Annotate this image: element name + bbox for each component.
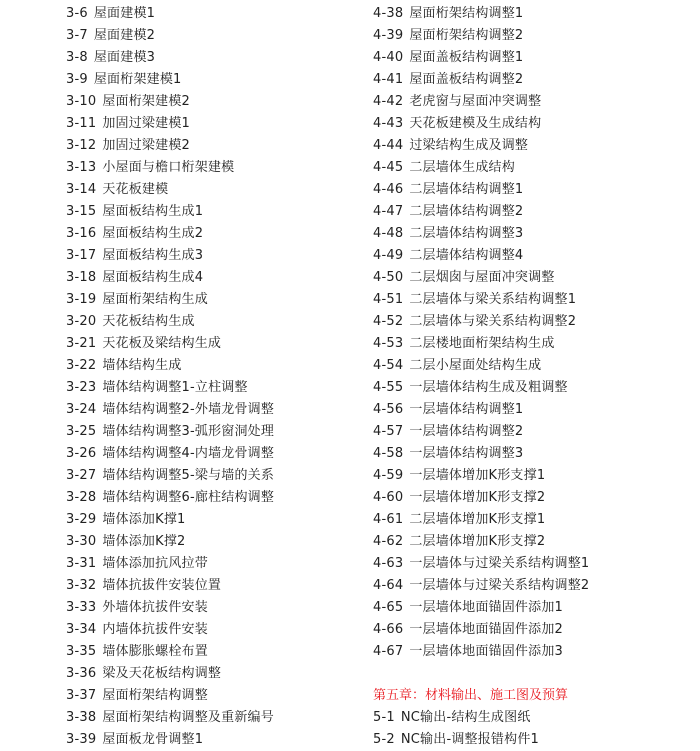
toc-entry [66,575,274,597]
entry-title: 二层墙体与梁关系结构调整2 [409,314,577,329]
toc-entry [66,135,274,157]
entry-title: 一层墙体结构生成及粗调整 [409,380,568,395]
entry-title: 屋面桁架建模2 [102,94,190,109]
entry-number: 3-8 [66,50,88,65]
entry-number: 4-61 [373,512,404,527]
entry-title: 墙体膨胀螺栓布置 [102,644,208,659]
toc-entry [66,641,274,663]
entry-title: 墙体结构调整1-立柱调整 [102,380,248,395]
entry-number: 4-43 [373,116,404,131]
entry-number: 4-52 [373,314,404,329]
toc-entry [66,663,274,685]
entry-number: 4-42 [373,94,404,109]
entry-title: 梁及天花板结构调整 [102,666,222,681]
toc-entry [373,113,589,135]
entry-title: 过梁结构生成及调整 [409,138,529,153]
entry-title: 小屋面与檐口桁架建模 [102,160,235,175]
toc-entry [373,135,589,157]
entry-number: 3-7 [66,28,88,43]
entry-title: 二层墙体结构调整4 [409,248,524,263]
toc-entry [373,333,589,355]
entry-title: 墙体结构调整5-梁与墙的关系 [102,468,275,483]
entry-number: 3-24 [66,402,97,417]
toc-entry [373,311,589,333]
entry-number: 3-13 [66,160,97,175]
entry-title: 屋面建模2 [93,28,156,43]
toc-entry [373,69,589,91]
entry-number: 4-57 [373,424,404,439]
toc-entry [66,421,274,443]
entry-title: 屋面桁架结构调整1 [409,6,524,21]
entry-title: 屋面桁架建模1 [93,72,182,87]
entry-title: NC输出-结构生成图纸 [400,710,531,725]
entry-number: 3-37 [66,688,97,703]
toc-entry [66,113,274,135]
entry-number: 4-56 [373,402,404,417]
toc-entry [66,355,274,377]
toc-entry [66,245,274,267]
entry-number: 5-1 [373,710,395,725]
toc-entry [66,707,274,729]
toc-entry [66,531,274,553]
entry-title: 一层墙体结构调整1 [409,402,524,417]
entry-title: 二层墙体结构调整3 [409,226,524,241]
entry-number: 3-11 [66,116,97,131]
entry-number: 5-2 [373,732,395,747]
toc-entry [373,377,589,399]
entry-number: 3-27 [66,468,97,483]
entry-title: 屋面板结构生成4 [102,270,204,285]
toc-entry [66,619,274,641]
toc-entry [373,157,589,179]
entry-title: 二层墙体结构调整1 [409,182,524,197]
entry-title: 天花板结构生成 [102,314,195,329]
entry-number: 4-63 [373,556,404,571]
entry-title: 屋面建模1 [93,6,156,21]
entry-number: 3-10 [66,94,97,109]
entry-number: 3-32 [66,578,97,593]
entry-number: 3-35 [66,644,97,659]
entry-title: 屋面板结构生成2 [102,226,204,241]
toc-entry [66,729,274,751]
toc-entry [373,201,589,223]
entry-number: 4-46 [373,182,404,197]
entry-number: 3-30 [66,534,97,549]
toc-entry [373,399,589,421]
entry-title: 屋面盖板结构调整1 [409,50,524,65]
entry-number: 3-22 [66,358,97,373]
entry-number: 3-9 [66,72,88,87]
entry-number: 3-15 [66,204,97,219]
toc-entry [66,311,274,333]
toc-entry [373,355,589,377]
toc-entry [66,509,274,531]
entry-title: 屋面桁架结构调整及重新编号 [102,710,274,725]
toc-entry [373,25,589,47]
entry-title: 屋面盖板结构调整2 [409,72,524,87]
entry-number: 4-47 [373,204,404,219]
entry-number: 4-55 [373,380,404,395]
entry-number: 4-51 [373,292,404,307]
entry-title: 二层墙体增加K形支撑2 [409,534,546,549]
toc-entry [373,553,589,575]
entry-title: 二层墙体结构调整2 [409,204,524,219]
entry-number: 3-29 [66,512,97,527]
toc-entry [66,3,274,25]
toc-entry [373,245,589,267]
entry-title: 屋面板龙骨调整1 [102,732,204,747]
entry-title: 天花板建模及生成结构 [409,116,542,131]
toc-entry [373,619,589,641]
entry-title: NC输出-调整报错构件1 [400,732,540,747]
entry-number: 3-34 [66,622,97,637]
entry-title: 二层墙体生成结构 [409,160,515,175]
toc-entry [373,707,589,729]
entry-number: 3-20 [66,314,97,329]
entry-title: 一层墙体地面锚固件添加2 [409,622,563,637]
entry-number: 4-49 [373,248,404,263]
entry-title: 二层小屋面处结构生成 [409,358,542,373]
toc-entry [373,641,589,663]
entry-number: 4-48 [373,226,404,241]
toc-entry [373,179,589,201]
entry-number: 4-50 [373,270,404,285]
entry-number: 3-16 [66,226,97,241]
entry-title: 一层墙体结构调整2 [409,424,524,439]
entry-number: 4-59 [373,468,404,483]
entry-title: 屋面桁架结构调整 [102,688,208,703]
entry-number: 4-67 [373,644,404,659]
entry-number: 4-60 [373,490,404,505]
entry-title: 一层墙体与过梁关系结构调整1 [409,556,590,571]
toc-entry [373,465,589,487]
entry-number: 4-45 [373,160,404,175]
entry-number: 4-39 [373,28,404,43]
toc-entry [373,289,589,311]
entry-title: 一层墙体与过梁关系结构调整2 [409,578,590,593]
toc-entry [66,443,274,465]
toc-entry [373,487,589,509]
entry-title: 一层墙体地面锚固件添加3 [409,644,563,659]
entry-title: 墙体结构调整6-廊柱结构调整 [102,490,275,505]
entry-number: 3-21 [66,336,97,351]
toc-entry [66,201,274,223]
toc-entry [66,179,274,201]
entry-title: 屋面桁架结构生成 [102,292,208,307]
entry-number: 3-12 [66,138,97,153]
toc-entry [66,377,274,399]
entry-title: 墙体结构调整2-外墙龙骨调整 [102,402,275,417]
entry-title: 墙体结构生成 [102,358,182,373]
entry-number: 4-58 [373,446,404,461]
toc-entry [373,509,589,531]
entry-number: 3-19 [66,292,97,307]
entry-title: 内墙体抗拔件安装 [102,622,208,637]
toc-entry [373,91,589,113]
entry-title: 墙体结构调整3-弧形窗洞处理 [102,424,275,439]
entry-title: 二层楼地面桁架结构生成 [409,336,555,351]
entry-number: 3-14 [66,182,97,197]
entry-title: 屋面桁架结构调整2 [409,28,524,43]
toc-entry [66,25,274,47]
entry-number: 4-53 [373,336,404,351]
entry-title: 墙体添加K撑2 [102,534,186,549]
entry-number: 3-39 [66,732,97,747]
entry-title: 一层墙体地面锚固件添加1 [409,600,563,615]
entry-title: 墙体抗拔件安装位置 [102,578,222,593]
entry-number: 3-23 [66,380,97,395]
entry-title: 二层墙体与梁关系结构调整1 [409,292,577,307]
entry-number: 3-26 [66,446,97,461]
entry-number: 3-17 [66,248,97,263]
entry-title: 屋面板结构生成3 [102,248,204,263]
entry-title: 加固过梁建模1 [102,116,190,131]
toc-entry [373,223,589,245]
entry-title: 屋面板结构生成1 [102,204,204,219]
entry-title: 外墙体抗拔件安装 [102,600,208,615]
entry-number: 3-36 [66,666,97,681]
entry-title: 一层墙体增加K形支撑2 [409,490,546,505]
entry-number: 4-62 [373,534,404,549]
toc-entry [373,531,589,553]
toc-entry [373,597,589,619]
entry-title: 加固过梁建模2 [102,138,190,153]
toc-entry [66,399,274,421]
entry-number: 3-38 [66,710,97,725]
toc-entry [373,575,589,597]
toc-entry [373,729,589,751]
entry-number: 3-25 [66,424,97,439]
toc-entry [66,465,274,487]
toc-entry [373,47,589,69]
toc-entry [66,553,274,575]
entry-number: 4-38 [373,6,404,21]
toc-entry [66,597,274,619]
entry-number: 3-6 [66,6,88,21]
toc-entry [373,267,589,289]
toc-entry [66,289,274,311]
entry-title: 屋面建模3 [93,50,156,65]
entry-number: 4-54 [373,358,404,373]
entry-title: 一层墙体结构调整3 [409,446,524,461]
toc-entry [66,69,274,91]
entry-number: 4-40 [373,50,404,65]
entry-number: 4-66 [373,622,404,637]
entry-number: 4-41 [373,72,404,87]
toc-entry [66,685,274,707]
entry-number: 3-33 [66,600,97,615]
entry-title: 老虎窗与屋面冲突调整 [409,94,542,109]
toc-column-left [66,3,274,751]
toc-entry [66,267,274,289]
entry-title: 二层墙体增加K形支撑1 [409,512,546,527]
toc-entry [66,47,274,69]
entry-title: 墙体添加抗风拉带 [102,556,208,571]
toc-entry [373,443,589,465]
toc-entry [66,223,274,245]
toc-entry [66,487,274,509]
toc-entry [373,3,589,25]
toc-column-right [373,3,589,751]
toc-entry [66,91,274,113]
toc-entry [66,333,274,355]
entry-number: 4-44 [373,138,404,153]
entry-title: 墙体添加K撑1 [102,512,186,527]
entry-title: 天花板及梁结构生成 [102,336,222,351]
chapter-heading: 第五章：材料输出、施工图及预算 [373,688,569,703]
entry-title: 墙体结构调整4-内墙龙骨调整 [102,446,275,461]
section-spacer [373,663,589,685]
entry-number: 4-64 [373,578,404,593]
entry-number: 3-18 [66,270,97,285]
entry-title: 一层墙体增加K形支撑1 [409,468,546,483]
toc-entry [373,421,589,443]
entry-number: 3-31 [66,556,97,571]
entry-title: 天花板建模 [102,182,169,197]
entry-title: 二层烟囱与屋面冲突调整 [409,270,555,285]
entry-number: 3-28 [66,490,97,505]
entry-number: 4-65 [373,600,404,615]
toc-entry [66,157,274,179]
